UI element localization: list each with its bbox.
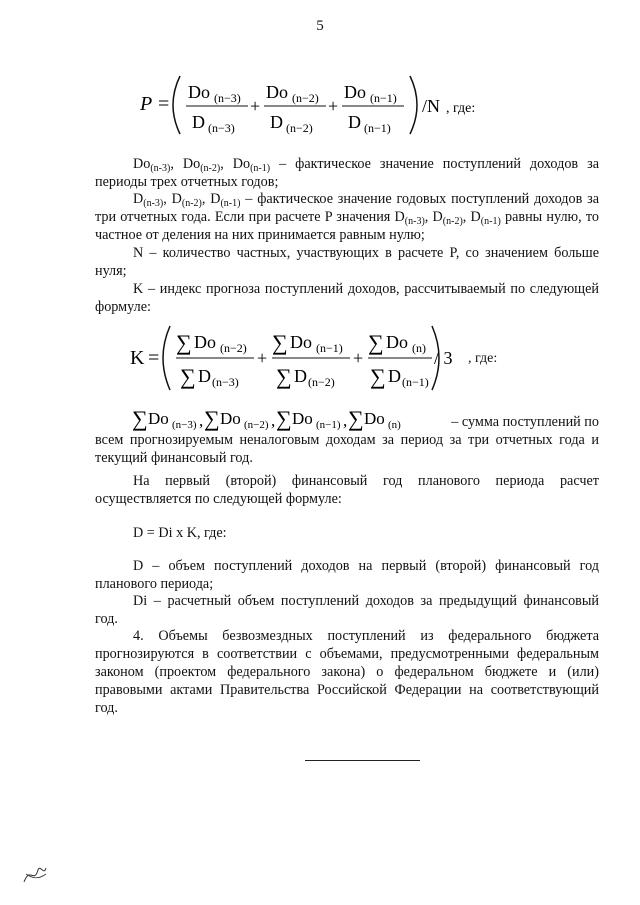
frac1-den-sub: (n−3) — [212, 375, 239, 389]
plus-1: + — [257, 348, 268, 368]
subscript: (n-3) — [404, 216, 425, 227]
definition-di: Di – расчетный объем поступлений доходов за предыдущий финансовый год. — [95, 593, 599, 627]
signature-mark — [20, 862, 50, 893]
subscript: (n-3) — [150, 163, 171, 174]
subscript: (n-2) — [181, 198, 202, 209]
definition-k: K – индекс прогноза поступлений доходов, рассчитываемый по следующей формуле: — [95, 281, 599, 315]
planning-period-paragraph: На первый (второй) финансовый год планового периода расчет осуществляется по следующей формуле: — [95, 473, 599, 507]
definition-d-volume: D – объем поступлений доходов на первый (второй) финансовый год планового периода; — [95, 558, 599, 592]
frac1-num: Do — [188, 82, 210, 102]
sigma-1: ∑ — [132, 406, 148, 431]
subscript: (n-1) — [250, 163, 271, 174]
term-4-sub: (n) — [388, 419, 401, 431]
frac2-den: D — [270, 112, 283, 132]
frac2-num-sub: (n−1) — [316, 341, 343, 355]
sigma-den-3: ∑ — [370, 364, 386, 389]
sum-description-first: – сумма поступлений по — [451, 414, 599, 430]
frac1-den: D — [192, 112, 205, 132]
text: равны нулю, то частное от деления на них принимается равным нулю; — [95, 209, 599, 243]
formula-p-tail: /N — [422, 96, 440, 116]
right-paren — [410, 76, 417, 134]
text: – фактическое значение годовых поступлений доходов за три отчетных года. Если при расчете P значения D — [95, 191, 599, 225]
frac1-num-sub: (n−2) — [220, 341, 247, 355]
sigma-den-1: ∑ — [180, 364, 196, 389]
definition-n: N – количество частных, участвующих в расчете P, со значением больше нуля; — [95, 245, 599, 279]
frac2-num: Do — [266, 82, 288, 102]
frac2-den-sub: (n−2) — [286, 121, 313, 135]
plus-2: + — [353, 348, 364, 368]
frac1-den: D — [198, 366, 211, 386]
term-4: Do — [364, 409, 385, 428]
text: , D — [424, 209, 443, 225]
formula-k — [130, 320, 498, 400]
frac3-num: Do — [344, 82, 366, 102]
text: Do — [133, 156, 151, 172]
sigma-2: ∑ — [204, 406, 220, 431]
frac2-num-sub: (n−2) — [292, 91, 319, 105]
comma: , — [271, 411, 276, 430]
text: D — [133, 191, 144, 207]
sum-expression-svg — [132, 400, 417, 434]
frac3-num-sub: (n) — [412, 341, 426, 355]
definition-do — [95, 155, 599, 191]
formula-k-where: , где: — [468, 351, 498, 366]
formula-p — [130, 70, 476, 145]
sigma-3: ∑ — [276, 406, 292, 431]
plus-1: + — [250, 96, 261, 116]
text: – фактическое значение поступлений доходов за периоды трех отчетных годов; — [95, 156, 600, 190]
term-1: Do — [148, 409, 169, 428]
formula-k-lhs: K — [130, 347, 145, 369]
term-3-sub: (n−1) — [316, 419, 341, 431]
frac3-num: Do — [386, 332, 408, 352]
text: , Do — [220, 156, 251, 172]
frac3-den-sub: (n−1) — [364, 121, 391, 135]
frac1-num-sub: (n−3) — [214, 91, 241, 105]
frac3-den: D — [388, 366, 401, 386]
formula-k-tail: / 3 — [434, 348, 453, 368]
end-divider — [305, 760, 420, 761]
text: , D — [163, 191, 182, 207]
term-2: Do — [220, 409, 241, 428]
subscript: (n-2) — [200, 163, 221, 174]
comma: , — [343, 411, 348, 430]
frac3-num-sub: (n−1) — [370, 91, 397, 105]
clause-4: 4. Объемы безвозмездных поступлений из федерального бюджета прогнозируются в соответствии с объемами, предусмотренными федеральным законом (проектом федерального закона) о федеральном бюджете и (или) правовыми актами Правительства Российской Федерации на соответствующий год. — [95, 628, 599, 716]
frac1-den-sub: (n−3) — [208, 121, 235, 135]
frac2-den: D — [294, 366, 307, 386]
text: , D — [462, 209, 481, 225]
formula-p-eq: = — [158, 93, 170, 115]
page-number: 5 — [316, 18, 324, 34]
frac2-den-sub: (n−2) — [308, 375, 335, 389]
definition-d — [95, 190, 599, 244]
frac3-den-sub: (n−1) — [402, 375, 429, 389]
formula-k-eq: = — [148, 347, 160, 369]
sum-description: всем прогнозируемым неналоговым доходам за период за три отчетных года и текущий финансовый год. — [95, 432, 599, 466]
subscript: (n-3) — [143, 198, 164, 209]
text: , D — [201, 191, 221, 207]
left-paren — [173, 76, 180, 134]
formula-d: D = Di x K, где: — [133, 525, 227, 541]
subscript: (n-2) — [442, 216, 463, 227]
term-3: Do — [292, 409, 313, 428]
comma: , — [199, 411, 204, 430]
signature-svg — [20, 862, 50, 888]
frac1-num: Do — [194, 332, 216, 352]
sigma-den-2: ∑ — [276, 364, 292, 389]
sigma-num-2: ∑ — [272, 330, 288, 355]
formula-p-where: , где: — [446, 101, 476, 116]
term-2-sub: (n−2) — [244, 419, 269, 431]
subscript: (n-1) — [220, 198, 241, 209]
sigma-num-3: ∑ — [368, 330, 384, 355]
formula-k-svg — [130, 320, 470, 395]
subscript: (n-1) — [480, 216, 501, 227]
plus-2: + — [328, 96, 339, 116]
formula-p-svg — [130, 70, 476, 140]
term-1-sub: (n−3) — [172, 419, 197, 431]
left-paren — [163, 326, 170, 390]
frac2-num: Do — [290, 332, 312, 352]
sigma-4: ∑ — [348, 406, 364, 431]
formula-p-lhs: P — [140, 93, 153, 115]
sigma-num-1: ∑ — [176, 330, 192, 355]
text: , Do — [170, 156, 201, 172]
frac3-den: D — [348, 112, 361, 132]
